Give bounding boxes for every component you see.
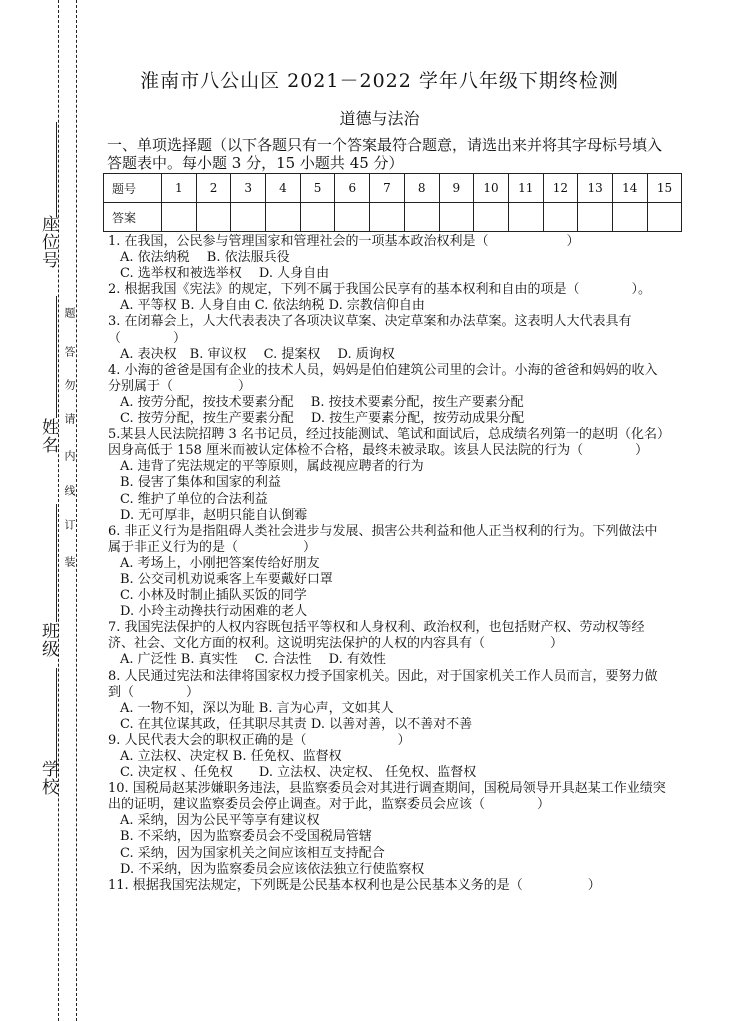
question-8-options-line: A. 一物不知，深以为耻 B. 言为心声，文如其人 [120,700,394,716]
seal-char-ding: 订 [63,519,76,530]
question-5-option-a: A. 违背了宪法规定的平等原则，属歧视应聘者的行为 [120,459,424,475]
class-label: 班级 [38,622,58,658]
question-number-cell: 1 [162,174,197,203]
question-8-stem: 8. 人民通过宪法和法律将国家权力授予国家机关。因此，对于国家机关工作人员而言，要努力做到（ ） [108,668,658,700]
question-9-stem: 9. 人民代表大会的职权正确的是（ ） [108,732,411,748]
answer-cell[interactable] [543,203,578,232]
question-6-option-b: B. 公交司机劝说乘客上车要戴好口罩 [120,571,333,587]
question-number-cell: 9 [439,174,474,203]
question-number-cell: 2 [196,174,231,203]
answer-cell[interactable] [578,203,613,232]
seal-char-wu: 勿 [63,379,76,390]
question-4-options-line: A. 按劳分配，按技术要素分配 B. 按技术要素分配，按生产要素分配 [120,394,524,410]
answer-cell[interactable] [162,203,197,232]
question-9-options-line: C. 决定权 、任免权 D. 立法权、决定权、 任免权、监督权 [120,765,477,781]
question-6-option-c: C. 小林及时制止插队买饭的同学 [120,588,307,604]
answer-cell[interactable] [439,203,474,232]
question-4-options-line: C. 按劳分配，按生产要素分配 D. 按生产要素分配，按劳动成果分配 [120,411,525,427]
question-1-options-line: C. 选举权和被选举权 D. 人身自由 [120,266,330,282]
section-instructions: 一、单项选择题（以下各题只有一个答案最符合题意，请选出来并将其字母标号填入答题表中。每小题 3 分，15 小题共 45 分） [107,136,663,172]
question-10-option-b: B. 不采纳，因为监察委员会不受国税局管辖 [120,829,372,845]
seal-char-zhuang: 装 [63,556,76,567]
answer-cell[interactable] [335,203,370,232]
question-5-stem: 5.某县人民法院招聘 3 名书记员，经过技能测试、笔试和面试后，总成绩名列第一的赵明（化名）因身高低于 158 厘米而被认定体检不合格，最终未被录取。该县人民法院的行为（ ） [108,427,664,459]
question-3-stem: 3. 在闭幕会上，人大代表表决了各项决议草案、决定草案和办法草案。这表明人大代表具有（ ） [108,314,632,346]
question-4-stem: 4. 小海的爸爸是国有企业的技术人员，妈妈是伯伯建筑公司里的会计。小海的爸爸和妈妈的收入分别属于（ ） [108,362,658,394]
answer-cell[interactable] [647,203,682,232]
seat-number-label: 座位号 [38,215,58,269]
seal-char-qing: 请 [63,413,76,424]
question-number-cell: 8 [404,174,439,203]
question-number-row [104,174,682,203]
question-number-cell: 4 [266,174,301,203]
question-7-options-line: A. 广泛性 B. 真实性 C. 合法性 D. 有效性 [120,652,386,668]
question-9-options-line: A. 立法权、决定权 B. 任免权、监督权 [120,749,342,764]
question-6-stem: 6. 非正义行为是指阻碍人类社会进步与发展、损害公共利益和他人正当权利的行为。下列做法中属于非正义行为的是（ ） [108,523,658,555]
question-number-cell: 6 [335,174,370,203]
name-label: 姓名 [38,418,58,454]
question-3-options-line: A. 表决权 B. 审议权 C. 提案权 D. 质询权 [120,346,395,362]
question-number-cell: 12 [543,174,578,203]
answer-cell[interactable] [508,203,543,232]
answer-cell[interactable] [612,203,647,232]
seal-char-nei: 内 [63,450,76,461]
question-number-cell: 5 [300,174,335,203]
answer-cell[interactable] [370,203,405,232]
question-list [108,234,668,894]
question-10-option-d: D. 不采纳，因为监察委员会应该依法独立行使监察权 [120,861,425,877]
question-number-cell: 3 [231,174,266,203]
answer-table [103,173,682,232]
question-number-header: 题号 [104,174,162,203]
question-2-options-line: A. 平等权 B. 人身自由 C. 依法纳税 D. 宗教信仰自由 [120,298,425,314]
answer-cell[interactable] [404,203,439,232]
question-number-cell: 13 [578,174,613,203]
question-1-stem: 1. 在我国，公民参与管理国家和管理社会的一项基本政治权利是（ ） [108,234,580,249]
class-blank [56,504,57,622]
question-number-cell: 15 [647,174,682,203]
exam-subject: 道德与法治 [339,109,420,128]
seal-char-da: 答 [63,346,76,357]
binding-line-inner [76,0,77,1021]
question-1-options-line: A. 依法纳税 B. 依法服兵役 [120,250,290,266]
question-11-stem: 11. 根据我国宪法规定，下列既是公民基本权利也是公民基本义务的是（ ） [108,877,601,893]
answer-header: 答案 [104,203,162,232]
question-7-stem: 7. 我国宪法保护的人权内容既包括平等权和人身权利、政治权利，也包括财产权、劳动权等经济、社会、文化方面的权利。这说明宪法保护的人权的内容具有（ ） [108,620,645,652]
question-number-cell: 14 [612,174,647,203]
seat-number-blank [56,122,57,217]
question-number-cell: 7 [370,174,405,203]
answer-cell[interactable] [196,203,231,232]
question-6-option-a: A. 考场上，小刚把答案传给好朋友 [120,555,320,571]
answer-cell[interactable] [231,203,266,232]
binding-line-outer [58,0,59,1021]
question-8-options-line: C. 在其位谋其政，任其职尽其责 D. 以善对善，以不善对不善 [120,716,473,732]
question-5-option-d: D. 无可厚非，赵明只能自认倒霉 [120,507,308,523]
answer-cell[interactable] [266,203,301,232]
answer-cell[interactable] [474,203,509,232]
question-5-option-c: C. 维护了单位的合法利益 [120,491,268,507]
seal-char-xian: 线 [63,485,76,496]
question-10-option-a: A. 采纳，因为公民平等享有建议权 [120,813,320,829]
exam-title: 淮南市八公山区 2021－2022 学年八年级下期终检测 [140,70,619,92]
question-2-stem: 2. 根据我国《宪法》的规定，下列不属于我国公民享有的基本权利和自由的项是（ ）。 [108,282,652,298]
question-10-stem: 10. 国税局赵某涉嫌职务违法，县监察委员会对其进行调查期间，国税局领导开具赵某工作业绩突出的证明，建议监察委员会停止调查。对于此，监察委员会应该（ ） [108,781,666,813]
question-5-option-b: B. 侵害了集体和国家的利益 [120,475,281,491]
answer-cell[interactable] [300,203,335,232]
name-blank [56,296,57,418]
question-10-option-c: C. 采纳，因为国家机关之间应该相互支持配合 [120,845,385,861]
school-label: 学校 [38,760,58,796]
answer-row [104,203,682,232]
question-6-option-d: D. 小玲主动搀扶行动困难的老人 [120,604,308,620]
question-number-cell: 11 [508,174,543,203]
seal-char-ti: 题 [63,307,76,318]
question-number-cell: 10 [474,174,509,203]
